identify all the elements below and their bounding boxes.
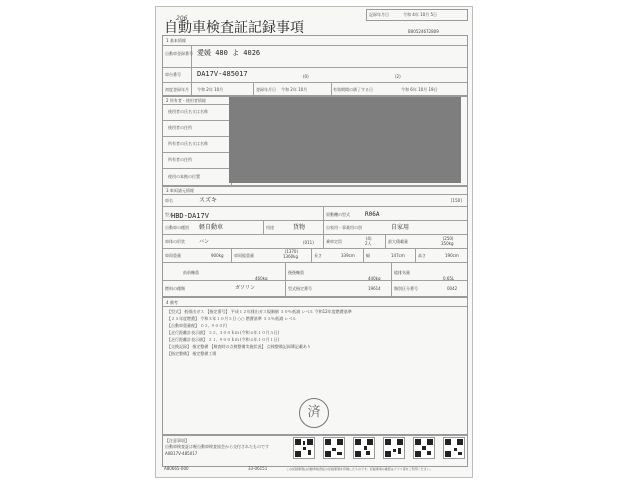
chassis-label: 車台番号: [165, 72, 181, 77]
form-number: A80665-000: [164, 466, 189, 471]
owner-row-3: 所有者の氏名又は名称: [168, 141, 208, 146]
remarks-line: 【２５年度燃費】 令和３年１０月５日 ○○ 燃費基準 ５５％低減 レベル: [167, 316, 297, 321]
notes-line: 自動車検査証は軽自動車検査協会から交付されたものです: [165, 444, 269, 449]
engine-value: R06A: [365, 211, 380, 218]
chassis-value: DA17V-485017: [197, 70, 248, 78]
small-code-2: (2): [395, 74, 401, 79]
owner-info-heading: 2 所有者・使用者情報: [166, 98, 206, 103]
expiry-value: 令和 6年 10月 19日: [401, 87, 438, 92]
front-value: 460kg: [255, 276, 268, 281]
qr-code-2: [323, 437, 345, 459]
seal-text: 済: [307, 405, 321, 420]
remarks-section: [162, 297, 468, 435]
issue-date-value: 令和 4年 10月 5日: [403, 12, 437, 17]
fuel-value: ガソリン: [235, 285, 256, 291]
model-value: HBD-DA17V: [171, 212, 209, 220]
width-label: 幅: [366, 253, 370, 258]
handwritten-number: 206: [176, 15, 188, 22]
purpose-value: 自家用: [391, 224, 410, 231]
rear-value: 440kg: [368, 276, 381, 281]
displacement-value: 0.65L: [443, 276, 455, 281]
usage-value: 貨物: [293, 224, 306, 231]
owner-row-2: 使用者の住所: [168, 125, 192, 130]
issue-date-label: 記録年月日: [369, 12, 389, 17]
form-suffix: 33-06151: [248, 466, 268, 471]
model-no-value: 19614: [368, 286, 381, 291]
owner-redaction: [229, 97, 461, 183]
gross-value: (1370) 1360kg: [283, 249, 299, 259]
body-label: 車体の形状: [165, 239, 185, 244]
first-reg-label: 初度登録年月: [165, 87, 189, 92]
serial-code: B00524672809: [408, 29, 439, 34]
reg-date-value: 令和 2年 10月: [281, 87, 308, 92]
vehicle-type-label: 自動車の種別: [165, 225, 189, 230]
basic-info-heading: 1 基本情報: [166, 38, 186, 43]
height-label: 高さ: [418, 253, 426, 258]
remarks-line: 【自動車重量税】 ０２, ９００円: [167, 323, 227, 328]
rear-label: 後後軸重: [288, 270, 304, 275]
page-title: 自動車検査証記録事項: [164, 20, 304, 36]
inspection-seal-stamp: [299, 398, 329, 428]
purpose-label: 自家用・事業用の別: [326, 225, 362, 230]
length-value: 339cm: [341, 253, 355, 258]
front-label: 前前軸重: [183, 270, 199, 275]
disclaimer: この記録事項は自動車検査証の記録事項を印刷したものです。記録事項の確認はアプリ等をご利用ください。: [286, 467, 433, 471]
owner-row-4: 所有者の住所: [168, 157, 192, 162]
body-value: バン: [199, 239, 210, 245]
remarks-line: 【交換記録】 指定整備 【検査時の点検整備実施状況】 点検整備記録簿記載あり: [167, 344, 311, 349]
weight-value: 900kg: [211, 253, 224, 258]
load-label: 最大積載量: [388, 239, 408, 244]
engine-label: 原動機の型式: [326, 212, 350, 217]
gross-label: 車両総重量: [234, 253, 254, 258]
displacement-label: 総排気量: [394, 270, 410, 275]
maker-value: スズキ: [199, 197, 218, 204]
weight-label: 車両重量: [165, 253, 181, 258]
owner-row-5: 使用の本拠の位置: [168, 174, 200, 179]
reg-date-label: 登録年月日: [256, 87, 276, 92]
height-value: 190cm: [445, 253, 459, 258]
owner-row-1: 使用者の氏名又は名称: [168, 109, 208, 114]
qr-code-6: [443, 437, 465, 459]
small-code-1: (0): [303, 74, 309, 79]
remarks-line: 【型式】 低排出ガス 【指定番号】 平成１２年排出ガス規制値 ５０％低減 レベル 令和12年度燃費基準: [167, 309, 352, 314]
remarks-line: 【指定整備】 指定整備工場: [167, 351, 217, 356]
remarks-line: 【走行距離計表示値】 ２１, ９００ｋｍ (令和４年１０月１日): [167, 337, 280, 342]
qr-code-1: [293, 437, 315, 459]
model-label: 型式: [165, 212, 173, 217]
load-value: (250) 350kg: [441, 236, 454, 246]
first-reg-value: 令和 2年 10月: [197, 87, 224, 92]
capacity-value: (4) 2人: [365, 236, 372, 246]
category-value: 0042: [447, 286, 458, 291]
usage-label: 用途: [266, 225, 274, 230]
remarks-line: 【走行距離計表示値】 ５２, ３００ｋｍ (令和４年１０月５日): [167, 330, 280, 335]
vehicle-info-section: [162, 185, 468, 297]
footer-section: [162, 435, 468, 467]
width-value: 147cm: [391, 253, 405, 258]
capacity-label: 乗車定員: [326, 239, 342, 244]
expiry-label: 有効期間の満了する日: [333, 87, 373, 92]
model-no-label: 型式指定番号: [288, 286, 312, 291]
reg-number-label: 自動車登録番号: [165, 51, 193, 56]
body-code: (011): [303, 240, 314, 245]
reg-number-value: 愛媛 480 よ 4026: [197, 49, 261, 57]
maker-label: 車名: [165, 198, 173, 203]
remarks-heading: 4 備考: [166, 300, 178, 305]
notes-label: 【注意事項】: [165, 438, 189, 443]
vehicle-info-heading: 3 車両諸元情報: [166, 188, 194, 193]
qr-code-4: [383, 437, 405, 459]
issue-date-box: [366, 9, 468, 21]
document-sheet: [155, 6, 473, 478]
basic-info-section: [162, 35, 468, 97]
inspector-code: A0B17V-485017: [165, 451, 198, 456]
fuel-label: 燃料の種類: [165, 286, 185, 291]
qr-code-3: [353, 437, 375, 459]
vehicle-type-value: 軽自動車: [199, 224, 224, 231]
length-label: 長さ: [314, 253, 322, 258]
bracket-code: [150]: [451, 198, 462, 203]
qr-code-5: [413, 437, 435, 459]
category-label: 類別区分番号: [394, 286, 418, 291]
